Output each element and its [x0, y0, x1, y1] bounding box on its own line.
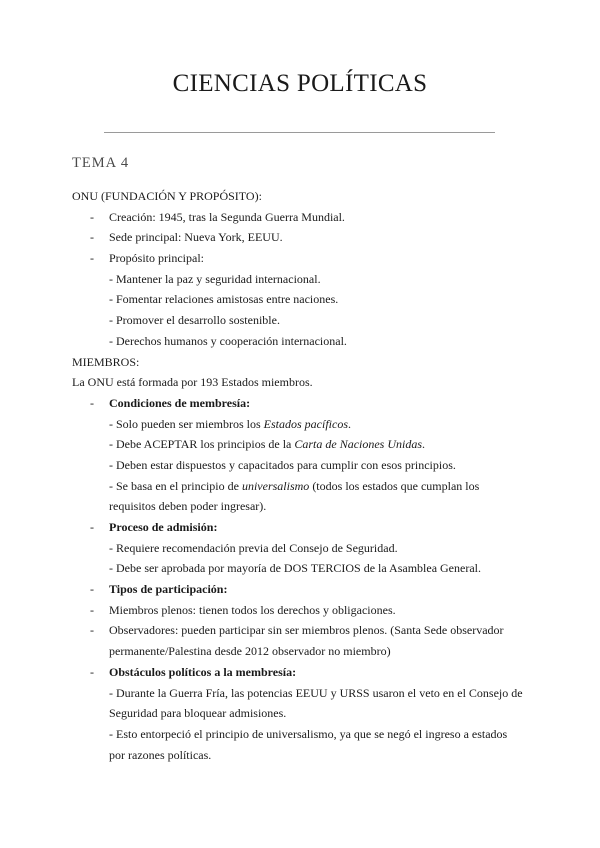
emphasis-text: universalismo	[241, 478, 310, 493]
emphasis-text: Carta de Naciones Unidas	[294, 437, 423, 452]
bullet-continuation: permanente/Palestina desde 2012 observador no miembro)	[109, 644, 391, 659]
sub-item: - Debe ser aprobada por mayoría de DOS TERCIOS de la Asamblea General.	[109, 561, 481, 576]
bullet-observadores: - Observadores: pueden participar sin ser miembros plenos. (Santa Sede observador	[90, 623, 504, 638]
document-title: CIENCIAS POLÍTICAS	[172, 70, 428, 97]
sub-item: - Mantener la paz y seguridad internacional.	[109, 271, 321, 286]
bullet-admision: - Proceso de admisión:	[90, 520, 218, 534]
bullet-condiciones: - Condiciones de membresía:	[90, 395, 251, 410]
emphasis-text: Estados pacíficos	[263, 416, 348, 431]
sub-item: - Se basa en el principio de universalismo (todos los estados que cumplan los	[109, 478, 480, 493]
bullet-miembros-plenos: - Miembros plenos: tienen todos los derechos y obligaciones.	[90, 602, 396, 617]
bullet-creacion: - Creación: 1945, tras la Segunda Guerra Mundial.	[90, 209, 345, 224]
bullet-proposito: - Propósito principal:	[90, 251, 204, 266]
sub-item-continuation: Seguridad para bloquear admisiones.	[109, 706, 287, 721]
section-label-tema: TEMA 4	[72, 155, 130, 171]
bullet-sede: - Sede principal: Nueva York, EEUU.	[90, 230, 283, 245]
sub-item-continuation: por razones políticas.	[109, 747, 212, 762]
bullet-obstaculos: - Obstáculos políticos a la membresía:	[90, 664, 297, 679]
sub-item: - Deben estar dispuestos y capacitados para cumplir con esos principios.	[109, 457, 456, 472]
bullet-tipos: - Tipos de participación:	[90, 582, 228, 597]
sub-item-continuation: requisitos deben poder ingresar).	[109, 499, 267, 514]
sub-item: - Durante la Guerra Fría, las potencias EEUU y URSS usaron el veto en el Consejo de	[109, 685, 523, 700]
sub-item: - Promover el desarrollo sostenible.	[109, 313, 280, 328]
title-divider	[104, 132, 495, 133]
sub-item: - Debe ACEPTAR los principios de la Carta de Naciones Unidas.	[109, 437, 426, 452]
sub-item: - Solo pueden ser miembros los Estados pacíficos.	[109, 416, 351, 431]
sub-item: - Esto entorpeció el principio de universalismo, ya que se negó el ingreso a estados	[109, 726, 508, 741]
sub-item: - Derechos humanos y cooperación internacional.	[109, 333, 347, 348]
heading-onu: ONU (FUNDACIÓN Y PROPÓSITO):	[72, 189, 262, 203]
intro-text: La ONU está formada por 193 Estados miembros.	[72, 375, 313, 390]
document-body	[72, 186, 532, 765]
heading-miembros: MIEMBROS:	[72, 354, 140, 369]
sub-item: - Requiere recomendación previa del Consejo de Seguridad.	[109, 540, 398, 555]
sub-item: - Fomentar relaciones amistosas entre naciones.	[109, 292, 339, 307]
